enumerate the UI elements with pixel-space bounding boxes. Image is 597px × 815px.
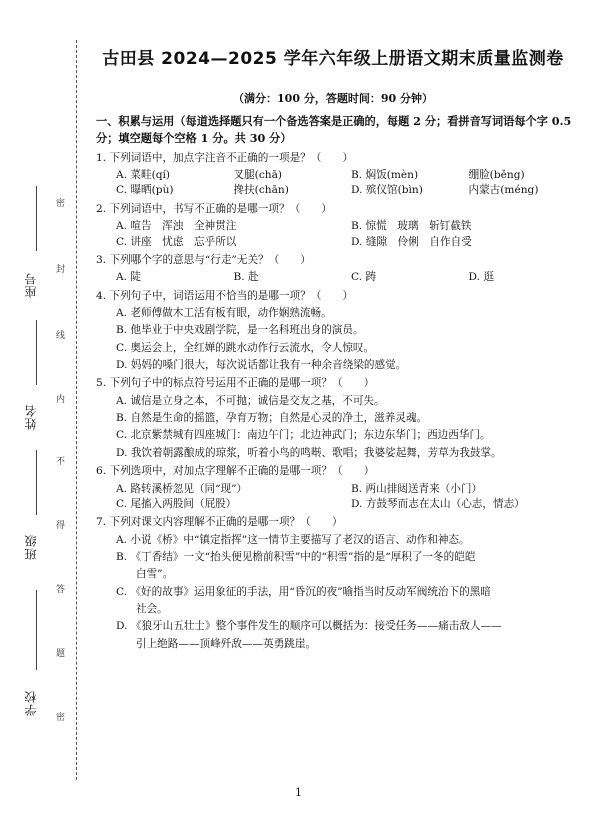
exam-title: 古田县 2024—2025 学年六年级上册语文期末质量监测卷 xyxy=(102,49,564,69)
exam-content xyxy=(96,113,586,654)
section-heading: 一、积累与运用（每道选择题只有一个备选答案是正确的，每题 2 分；看拼音写词语每个字 0.5 分；填空题每个空格 1 分。共 30 分） xyxy=(96,114,572,146)
option-continuation: 社会。 xyxy=(136,603,168,616)
option[interactable]: B. 赴 xyxy=(233,271,259,284)
exam-meta: （满分：100 分，答题时间：90 分钟） xyxy=(233,92,433,105)
question-1 xyxy=(96,151,586,199)
question-stem: 2. 下列词语中，书写不正确的是哪一项？（ ） xyxy=(96,202,332,215)
option[interactable]: C. 北京紫禁城有四座城门：南边午门；北边神武门；东边东华门；西边西华门。 xyxy=(116,429,491,442)
option[interactable]: D. 妈妈的嗓门很大，每次说话都让我有一种余音绕梁的感觉。 xyxy=(116,359,407,372)
option[interactable]: B. 《丁香结》一文“抬头便见檐前积雪”中的“积雪”指的是“厚积了一冬的皑皑 xyxy=(116,550,476,563)
page-number: 1 xyxy=(295,786,302,799)
option[interactable]: D. 我饮着朝露酿成的琼浆，听着小鸟的鸣啭、歌唱；我婆娑起舞，芳草为我鼓掌。 xyxy=(116,446,502,459)
margin-label-seat: 座号 xyxy=(24,272,38,298)
margin-label-school: 学校 xyxy=(24,690,38,716)
class-underline xyxy=(36,450,37,515)
margin-label-class: 班级 xyxy=(24,534,38,560)
question-stem: 5. 下列句子中的标点符号运用不正确的是哪一项？（ ） xyxy=(96,377,375,390)
seal-char: 封 xyxy=(56,265,66,275)
question-4 xyxy=(96,289,586,374)
seal-char: 答 xyxy=(56,585,66,595)
option[interactable]: A. 路转溪桥忽见（同“现”） xyxy=(116,482,248,495)
question-2 xyxy=(96,202,586,250)
option: 叉腿(chā) xyxy=(233,169,283,182)
question-stem: 4. 下列句子中，词语运用不恰当的是哪一项？（ ） xyxy=(96,289,354,302)
seal-char: 密 xyxy=(56,199,66,209)
option[interactable]: D. 殡仪馆(bìn) xyxy=(351,184,423,197)
question-6 xyxy=(96,464,586,512)
question-options xyxy=(96,482,586,513)
question-7 xyxy=(96,515,586,652)
seal-char: 得 xyxy=(56,521,66,531)
option: 内蒙古(méng) xyxy=(468,184,539,197)
option[interactable]: D. 逛 xyxy=(468,271,494,284)
option-continuation: 白雪”。 xyxy=(136,568,174,581)
question-options xyxy=(96,270,586,285)
option[interactable]: B. 他毕业于中央戏剧学院，是一名科班出身的演员。 xyxy=(116,324,364,337)
option: 搀扶(chān) xyxy=(233,184,289,197)
option[interactable]: A. 喧告 浑浊 全神贯注 xyxy=(116,220,237,233)
name-underline xyxy=(36,320,37,385)
option[interactable]: C. 尾搐入两股间（屁股） xyxy=(116,497,237,510)
option[interactable]: B. 惊慌 玻璃 斩钉截铁 xyxy=(351,220,472,233)
option-continuation: 引上绝路——顶峰歼敌——英勇跳崖。 xyxy=(136,637,317,650)
question-options xyxy=(96,168,586,199)
option[interactable]: A. 菜畦(qí) xyxy=(116,169,171,182)
question-stem: 3. 下列哪个字的意思与“行走”无关？（ ） xyxy=(96,253,311,266)
school-underline xyxy=(36,590,37,670)
option[interactable]: D. 《狼牙山五壮士》整个事件发生的顺序可以概括为：接受任务——痛击敌人—— xyxy=(116,620,502,633)
option[interactable]: B. 焖饭(mèn) xyxy=(351,169,419,182)
question-stem: 7. 下列对课文内容理解不正确的是哪一项？（ ） xyxy=(96,516,343,529)
question-3 xyxy=(96,253,586,286)
question-5 xyxy=(96,376,586,461)
question-stem: 1. 下列词语中，加点字注音不正确的一项是？（ ） xyxy=(96,151,354,164)
seal-char: 不 xyxy=(56,457,66,467)
option[interactable]: B. 两山排闼送青来（小门） xyxy=(351,482,483,495)
option[interactable]: D. 方鼓琴而志在太山（心志，情志） xyxy=(351,497,525,510)
seal-char: 密 xyxy=(56,713,66,723)
margin-label-name: 姓名 xyxy=(24,404,38,430)
option[interactable]: A. 老师傅做木工活有板有眼，动作娴熟流畅。 xyxy=(116,306,332,319)
option[interactable]: A. 陡 xyxy=(116,271,141,284)
binding-dashed-line xyxy=(76,40,77,780)
option[interactable]: C. 踌 xyxy=(351,271,377,284)
seal-char: 线 xyxy=(56,331,66,341)
question-options xyxy=(96,219,586,250)
seal-char: 内 xyxy=(56,395,66,405)
seat-underline xyxy=(36,186,37,251)
option[interactable]: C. 《好的故事》运用象征的手法，用“昏沉的夜”喻指当时反动军阀统治下的黑暗 xyxy=(116,585,491,598)
option[interactable]: C. 讲座 忧虑 忘乎所以 xyxy=(116,235,237,248)
option[interactable]: A. 小说《桥》中“镇定指挥”这一情节主要描写了老汉的语言、动作和神态。 xyxy=(116,533,470,546)
option[interactable]: A. 诚信是立身之本，不可抛；诚信是交友之基，不可失。 xyxy=(116,394,385,407)
option[interactable]: C. 曝晒(pù) xyxy=(116,184,174,197)
question-stem: 6. 下列选项中，对加点字理解不正确的是哪一项？（ ） xyxy=(96,465,375,478)
option[interactable]: D. 缝隙 伶俐 自作自受 xyxy=(351,235,472,248)
option: 绷脸(běng) xyxy=(468,169,525,182)
seal-char: 题 xyxy=(56,649,66,659)
option[interactable]: C. 奥运会上，全红婵的跳水动作行云流水，令人惊叹。 xyxy=(116,341,375,354)
option[interactable]: B. 自然是生命的摇篮，孕育万物；自然是心灵的净土，滋养灵魂。 xyxy=(116,412,428,425)
